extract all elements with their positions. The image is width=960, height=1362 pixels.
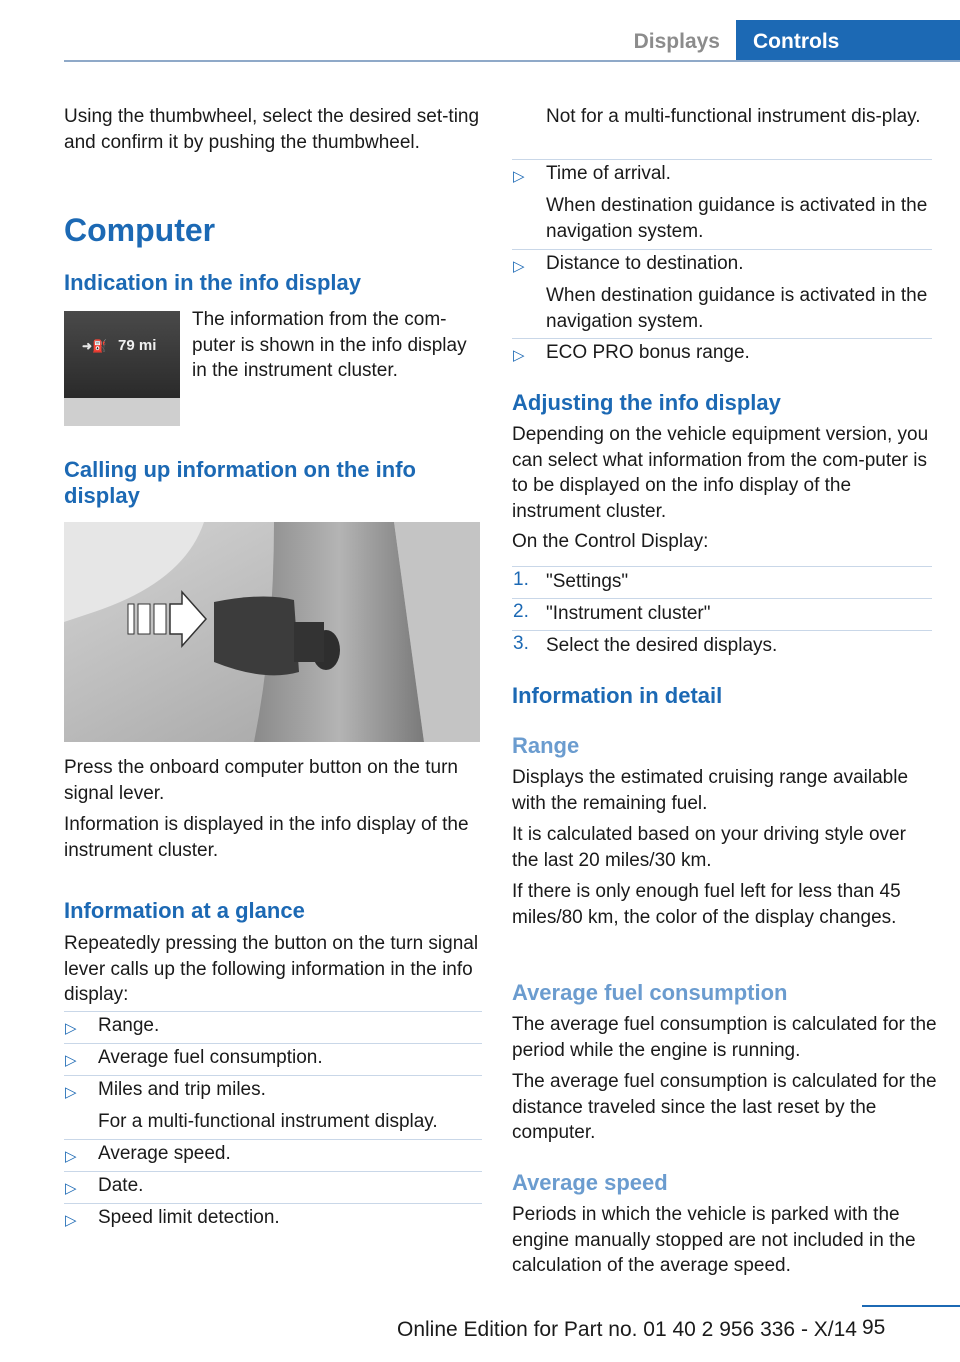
list-item: Average speed. — [98, 1143, 231, 1164]
indication-text: The information from the com‐puter is shown in the info display in the instrument cluster. — [192, 309, 467, 381]
edition-footer: Online Edition for Part no. 01 40 2 956 336 - X/14 — [397, 1318, 857, 1341]
divider — [64, 1139, 482, 1140]
header-section-label: Displays — [633, 30, 720, 53]
bullet-triangle-icon: ▷ — [65, 1180, 77, 1197]
heading-calling-up: Calling up information on the info display — [64, 457, 416, 508]
heading-range: Range — [512, 733, 580, 758]
list-item: Average fuel consumption. — [98, 1047, 323, 1068]
info-text: Information is displayed in the info display of the instrument cluster. — [64, 814, 469, 861]
continued-text: Not for a multi-functional instrument dis‐play. — [546, 106, 921, 127]
control-display-label: On the Control Display: — [512, 531, 709, 552]
list-item: Range. — [98, 1015, 160, 1036]
list-item-note: When destination guidance is activated in the navigation system. — [546, 195, 928, 242]
list-item-note: For a multi-functional instrument display. — [98, 1111, 438, 1132]
divider — [512, 338, 932, 339]
range-text-2: It is calculated based on your driving style over the last 20 miles/30 km. — [512, 824, 906, 871]
range-text-1: Displays the estimated cruising range available with the remaining fuel. — [512, 767, 909, 814]
list-item: Miles and trip miles. — [98, 1079, 266, 1100]
step-item: "Settings" — [546, 571, 629, 592]
divider — [512, 566, 932, 567]
heading-glance: Information at a glance — [64, 898, 305, 923]
adjusting-text: Depending on the vehicle equipment version, you can select what information from the com‐puter is to be displayed on the info display of the instrument cluster. — [512, 424, 929, 522]
avg-speed-text: Periods in which the vehicle is parked with the engine manually stopped are not included in the calculation of the average speed. — [512, 1204, 916, 1276]
header-rule — [64, 60, 960, 62]
step-number: 1. — [513, 569, 529, 590]
heading-indication: Indication in the info display — [64, 270, 362, 295]
divider — [64, 1171, 482, 1172]
footer-rule — [862, 1305, 960, 1307]
heading-detail: Information in detail — [512, 683, 723, 708]
step-number: 3. — [513, 633, 529, 654]
lever-illustration — [64, 522, 480, 742]
bullet-triangle-icon: ▷ — [65, 1148, 77, 1165]
bullet-triangle-icon: ▷ — [65, 1052, 77, 1069]
divider — [512, 630, 932, 631]
step-item: "Instrument cluster" — [546, 603, 711, 624]
list-item: Speed limit detection. — [98, 1207, 280, 1228]
intro-text: Using the thumbwheel, select the desired set‐ting and confirm it by pushing the thumbwheel. — [64, 106, 480, 153]
bullet-triangle-icon: ▷ — [65, 1212, 77, 1229]
list-item: Time of arrival. — [546, 163, 671, 184]
bullet-triangle-icon: ▷ — [65, 1084, 77, 1101]
bullet-triangle-icon: ▷ — [65, 1020, 77, 1037]
divider — [64, 1075, 482, 1076]
list-item: Date. — [98, 1175, 144, 1196]
display-screen — [64, 311, 180, 398]
divider — [512, 598, 932, 599]
list-item-note: When destination guidance is activated in the navigation system. — [546, 285, 928, 332]
heading-avg-speed: Average speed — [512, 1170, 668, 1195]
list-item: Distance to destination. — [546, 253, 744, 274]
heading-avg-fuel: Average fuel consumption — [512, 980, 788, 1005]
header-chapter-tab: Controls — [736, 20, 960, 62]
avg-fuel-text-2: The average fuel consumption is calculated for the distance traveled since the last reset by the computer. — [512, 1071, 937, 1143]
fuel-range-icon: ➜⛽ — [82, 339, 107, 353]
info-display-image — [64, 311, 180, 426]
step-number: 2. — [513, 601, 529, 622]
divider — [64, 1043, 482, 1044]
divider — [512, 159, 932, 160]
heading-computer: Computer — [64, 212, 216, 248]
bullet-triangle-icon: ▷ — [513, 168, 525, 185]
heading-adjusting: Adjusting the info display — [512, 390, 781, 415]
list-item: ECO PRO bonus range. — [546, 342, 750, 363]
divider — [64, 1203, 482, 1204]
page-number: 95 — [862, 1316, 886, 1339]
range-text-3: If there is only enough fuel left for less than 45 miles/80 km, the color of the display changes. — [512, 881, 901, 928]
press-text: Press the onboard computer button on the turn signal lever. — [64, 757, 458, 804]
step-item: Select the desired displays. — [546, 635, 778, 656]
divider — [64, 1011, 482, 1012]
avg-fuel-text-1: The average fuel consumption is calculated for the period while the engine is running. — [512, 1014, 937, 1061]
divider — [512, 249, 932, 250]
bullet-triangle-icon: ▷ — [513, 347, 525, 364]
display-reading: 79 mi — [118, 337, 157, 354]
bullet-triangle-icon: ▷ — [513, 258, 525, 275]
glance-text: Repeatedly pressing the button on the turn signal lever calls up the following information in the info display: — [64, 933, 479, 1005]
turn-signal-lever-photo — [64, 522, 480, 742]
